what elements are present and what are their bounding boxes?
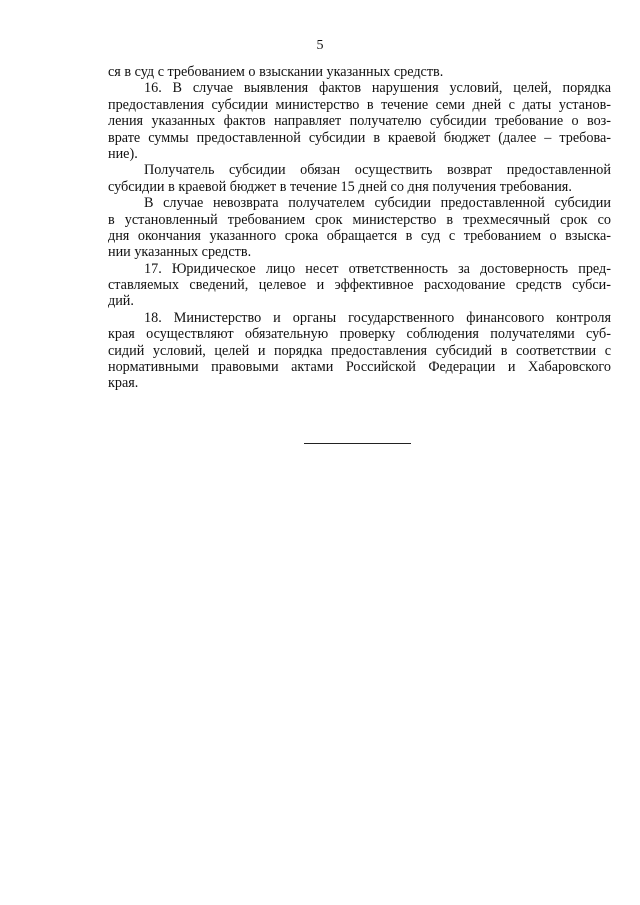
paragraph-16-line: ние). xyxy=(108,145,138,162)
paragraph-16-line: врате суммы предоставленной субсидии в краевой бюджет (далее – требова- xyxy=(108,129,611,146)
paragraph-nonreturn-line: В случае невозврата получателем субсидии предоставленной субсидии xyxy=(144,195,611,212)
text-line: ся в суд с требованием о взыскании указанных средств. xyxy=(108,64,444,80)
paragraph-nonreturn-line: в установленный требованием срок министерство в трехмесячный срок со xyxy=(108,211,611,228)
paragraph-17-line: ставляемых сведений, целевое и эффективное расходование средств субси- xyxy=(108,277,611,294)
paragraph-16-line: ления указанных фактов направляет получателю субсидии требование о воз- xyxy=(108,113,611,130)
paragraph-nonreturn-line: нии указанных средств. xyxy=(108,244,252,261)
paragraph-17-line: дий. xyxy=(108,293,134,310)
paragraph-return-line: Получатель субсидии обязан осуществить возврат предоставленной xyxy=(144,162,611,179)
paragraph-return-line: субсидии в краевой бюджет в течение 15 дней со дня получения требования. xyxy=(108,178,572,195)
paragraph-16-line: 16. В случае выявления фактов нарушения условий, целей, порядка xyxy=(144,80,611,97)
paragraph-18-line: края осуществляют обязательную проверку соблюдения получателями суб- xyxy=(108,326,611,343)
paragraph-18-line: 18. Министерство и органы государственного финансового контроля xyxy=(144,309,611,326)
document-body xyxy=(108,64,611,392)
paragraph-17-line: 17. Юридическое лицо несет ответственность за достоверность пред- xyxy=(144,260,611,277)
paragraph-nonreturn-line: дня окончания указанного срока обращается в суд с требованием о взыска- xyxy=(108,227,611,244)
paragraph-16-line: предоставления субсидии министерство в течение семи дней с даты установ- xyxy=(108,96,611,113)
end-separator-line xyxy=(304,443,411,444)
paragraph-18-line: сидий условий, целей и порядка предоставления субсидий в соответствии с xyxy=(108,342,611,359)
paragraph-18-line: края. xyxy=(108,375,139,392)
page-number: 5 xyxy=(316,38,324,53)
paragraph-18-line: нормативными правовыми актами Российской Федерации и Хабаровского xyxy=(108,359,611,376)
